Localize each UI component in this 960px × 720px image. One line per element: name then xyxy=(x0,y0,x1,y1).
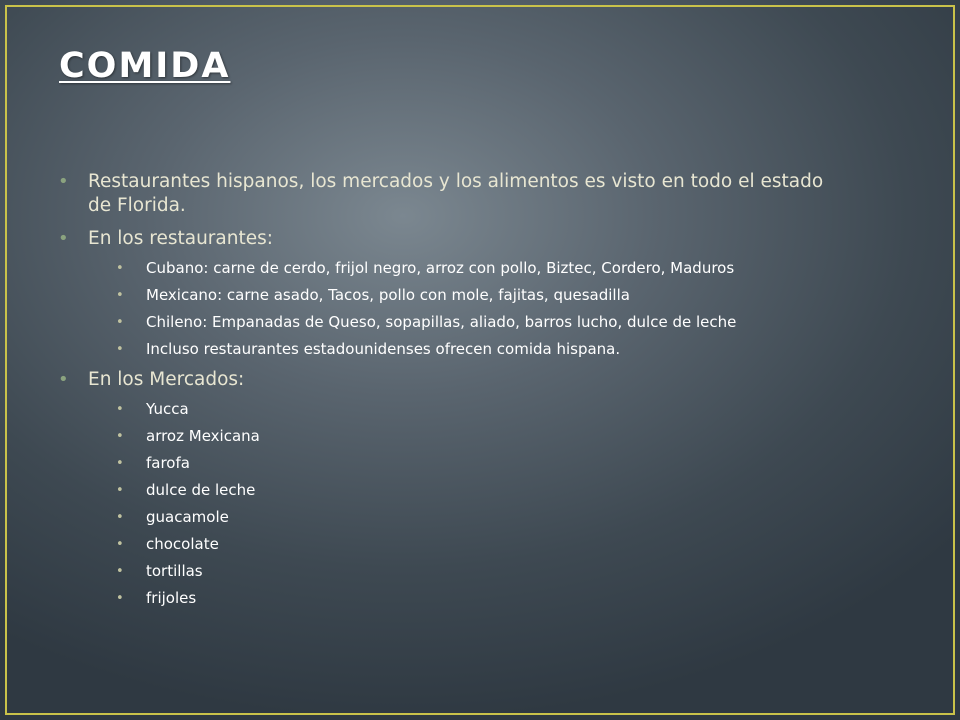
bullet-icon: • xyxy=(58,369,69,390)
sub-bullet-text: Incluso restaurantes estadounidenses ofrecen comida hispana. xyxy=(146,340,621,358)
bullet-icon: • xyxy=(58,228,69,249)
sub-bullet-text: arroz Mexicana xyxy=(146,427,260,445)
sub-bullet-item xyxy=(116,427,848,446)
sub-bullet-text: Cubano: carne de cerdo, frijol negro, arroz con pollo, Biztec, Cordero, Maduros xyxy=(146,259,735,277)
sub-bullet-item xyxy=(116,313,848,332)
sub-bullet-item xyxy=(116,400,848,419)
sub-bullet-icon: • xyxy=(116,342,124,357)
slide-title: COMIDA xyxy=(59,46,231,86)
sub-bullet-icon: • xyxy=(116,483,124,498)
sub-bullet-item xyxy=(116,562,848,581)
sub-bullet-icon: • xyxy=(116,429,124,444)
sub-bullet-item xyxy=(116,508,848,527)
sub-bullet-text: chocolate xyxy=(146,535,219,553)
sub-bullet-text: dulce de leche xyxy=(146,481,256,499)
bullet-text: En los Mercados: xyxy=(88,369,245,390)
sub-bullet-item xyxy=(116,454,848,473)
sub-bullet-text: guacamole xyxy=(146,508,229,526)
sub-bullet-item xyxy=(116,340,848,359)
bullet-item-mercados xyxy=(58,368,848,608)
sub-bullet-text: frijoles xyxy=(146,589,197,607)
bullet-text: En los restaurantes: xyxy=(88,228,273,249)
sub-bullet-text: farofa xyxy=(146,454,190,472)
sub-bullet-item xyxy=(116,286,848,305)
sub-bullet-icon: • xyxy=(116,537,124,552)
bullet-text: Restaurantes hispanos, los mercados y los alimentos es visto en todo el estado de Florida. xyxy=(88,171,824,216)
bullet-item-restaurantes xyxy=(58,227,848,359)
sub-bullet-icon: • xyxy=(116,402,124,417)
sub-bullet-item xyxy=(116,535,848,554)
sub-bullet-icon: • xyxy=(116,510,124,525)
sub-bullet-icon: • xyxy=(116,564,124,579)
sub-bullet-text: Chileno: Empanadas de Queso, sopapillas, aliado, barros lucho, dulce de leche xyxy=(146,313,737,331)
sub-bullet-icon: • xyxy=(116,315,124,330)
slide-content xyxy=(58,170,848,617)
sub-bullet-text: Yucca xyxy=(146,400,189,418)
bullet-icon: • xyxy=(58,171,69,192)
sub-bullet-list xyxy=(88,400,848,608)
sub-bullet-text: Mexicano: carne asado, Tacos, pollo con mole, fajitas, quesadilla xyxy=(146,286,630,304)
sub-bullet-item xyxy=(116,481,848,500)
sub-bullet-icon: • xyxy=(116,288,124,303)
sub-bullet-item xyxy=(116,259,848,278)
sub-bullet-icon: • xyxy=(116,591,124,606)
sub-bullet-icon: • xyxy=(116,261,124,276)
sub-bullet-item xyxy=(116,589,848,608)
sub-bullet-icon: • xyxy=(116,456,124,471)
bullet-list xyxy=(58,170,848,608)
sub-bullet-list xyxy=(88,259,848,359)
bullet-item-florida xyxy=(58,170,848,218)
sub-bullet-text: tortillas xyxy=(146,562,203,580)
